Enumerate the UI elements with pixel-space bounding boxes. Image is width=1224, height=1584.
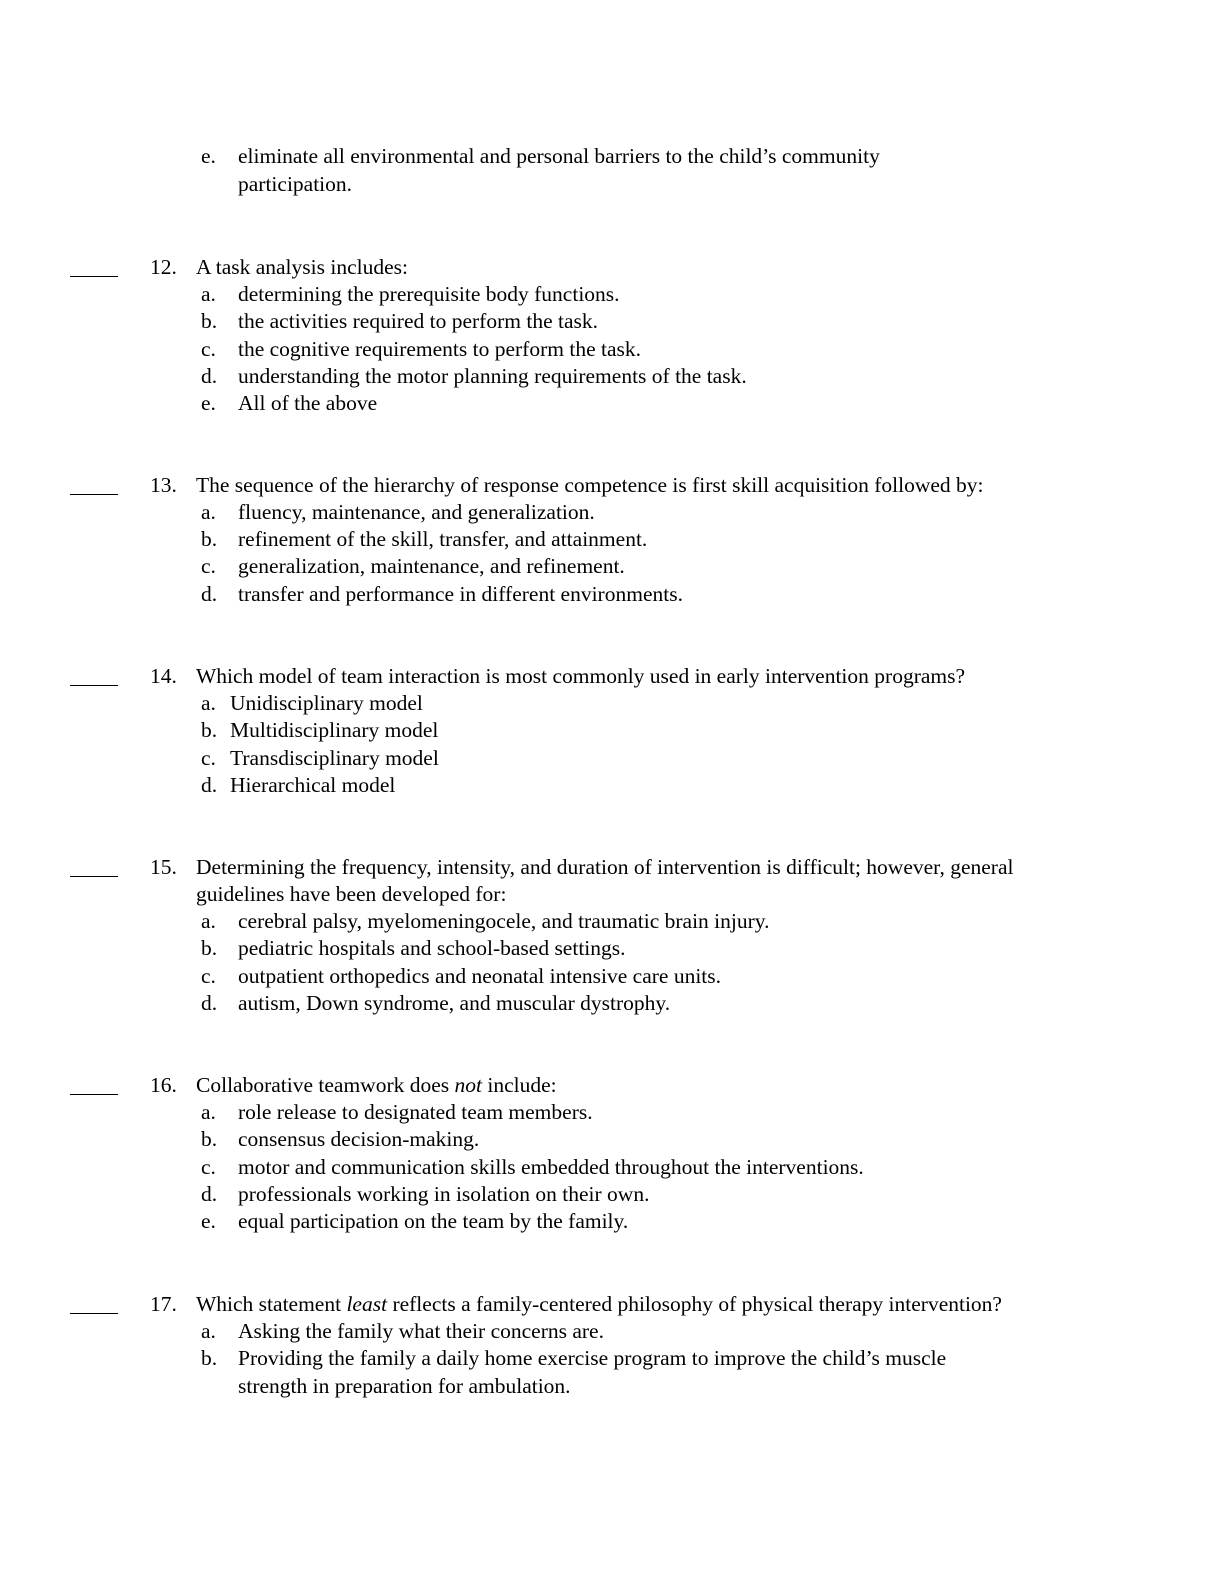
option-text: Multidisciplinary model xyxy=(230,718,439,742)
question-stem: Which model of team interaction is most commonly used in early intervention programs? xyxy=(196,664,966,688)
option-label: a. xyxy=(201,282,216,306)
option-text: Unidisciplinary model xyxy=(230,691,423,715)
option-text-continued: participation. xyxy=(238,172,353,196)
option-label: b. xyxy=(201,936,218,960)
option-label: e. xyxy=(201,144,216,168)
option-label: c. xyxy=(201,554,216,578)
option-text: refinement of the skill, transfer, and attainment. xyxy=(238,527,648,551)
question-number: 16. xyxy=(150,1073,177,1097)
option-text: outpatient orthopedics and neonatal intensive care units. xyxy=(238,964,722,988)
question-number: 17. xyxy=(150,1292,177,1316)
option-label: b. xyxy=(201,718,218,742)
option-label: d. xyxy=(201,1182,218,1206)
answer-blank[interactable] xyxy=(70,1072,118,1099)
option-text: transfer and performance in different environments. xyxy=(238,582,683,606)
option-text: cerebral palsy, myelomeningocele, and traumatic brain injury. xyxy=(238,909,770,933)
option-label: d. xyxy=(201,773,218,797)
answer-blank[interactable] xyxy=(70,663,118,690)
option-label: e. xyxy=(201,1209,216,1233)
question-number: 12. xyxy=(150,255,177,279)
option-text: the activities required to perform the task. xyxy=(238,309,598,333)
option-text: eliminate all environmental and personal barriers to the child’s community xyxy=(238,144,880,168)
question-stem: The sequence of the hierarchy of response competence is first skill acquisition followed by: xyxy=(196,473,984,497)
option-text: consensus decision-making. xyxy=(238,1127,480,1151)
question-number: 14. xyxy=(150,664,177,688)
option-label: c. xyxy=(201,1155,216,1179)
option-text: equal participation on the team by the family. xyxy=(238,1209,629,1233)
option-text: Asking the family what their concerns are. xyxy=(238,1319,604,1343)
option-text: motor and communication skills embedded throughout the interventions. xyxy=(238,1155,864,1179)
option-label: a. xyxy=(201,1100,216,1124)
option-text: Providing the family a daily home exercise program to improve the child’s muscle xyxy=(238,1346,947,1370)
option-label: e. xyxy=(201,391,216,415)
stem-text: Collaborative teamwork does xyxy=(196,1073,455,1097)
option-label: b. xyxy=(201,1346,218,1370)
option-text: role release to designated team members. xyxy=(238,1100,593,1124)
option-label: b. xyxy=(201,309,218,333)
option-text: professionals working in isolation on their own. xyxy=(238,1182,650,1206)
option-text: the cognitive requirements to perform the task. xyxy=(238,337,641,361)
option-text: understanding the motor planning requirements of the task. xyxy=(238,364,747,388)
option-label: d. xyxy=(201,364,218,388)
option-label: b. xyxy=(201,1127,218,1151)
option-label: a. xyxy=(201,691,216,715)
stem-text: Which statement xyxy=(196,1292,347,1316)
stem-text: reflects a family-centered philosophy of physical therapy intervention? xyxy=(387,1292,1002,1316)
option-label: a. xyxy=(201,1319,216,1343)
option-text: generalization, maintenance, and refinement. xyxy=(238,554,625,578)
option-label: d. xyxy=(201,582,218,606)
option-text: pediatric hospitals and school-based settings. xyxy=(238,936,626,960)
option-label: a. xyxy=(201,500,216,524)
stem-emphasis: not xyxy=(454,1073,483,1097)
question-stem: Determining the frequency, intensity, and duration of intervention is difficult; however, general xyxy=(196,855,1014,879)
option-text: autism, Down syndrome, and muscular dystrophy. xyxy=(238,991,671,1015)
question-number: 13. xyxy=(150,473,177,497)
stem-text: include: xyxy=(482,1073,557,1097)
option-text: Hierarchical model xyxy=(230,773,396,797)
option-text: fluency, maintenance, and generalization. xyxy=(238,500,595,524)
option-text-continued: strength in preparation for ambulation. xyxy=(238,1374,571,1398)
option-label: a. xyxy=(201,909,216,933)
option-label: b. xyxy=(201,527,218,551)
option-text: Transdisciplinary model xyxy=(230,746,439,770)
answer-blank[interactable] xyxy=(70,854,118,881)
option-label: c. xyxy=(201,746,216,770)
option-text: All of the above xyxy=(238,391,378,415)
option-label: c. xyxy=(201,337,216,361)
answer-blank[interactable] xyxy=(70,254,118,281)
question-number: 15. xyxy=(150,855,177,879)
option-text: determining the prerequisite body functions. xyxy=(238,282,620,306)
option-label: d. xyxy=(201,991,218,1015)
stem-emphasis: least xyxy=(346,1292,388,1316)
option-label: c. xyxy=(201,964,216,988)
question-stem: A task analysis includes: xyxy=(196,255,408,279)
question-stem xyxy=(196,1072,557,1099)
answer-blank[interactable] xyxy=(70,1291,118,1318)
question-stem xyxy=(196,1291,1002,1318)
question-stem-continued: guidelines have been developed for: xyxy=(196,882,507,906)
answer-blank[interactable] xyxy=(70,472,118,499)
